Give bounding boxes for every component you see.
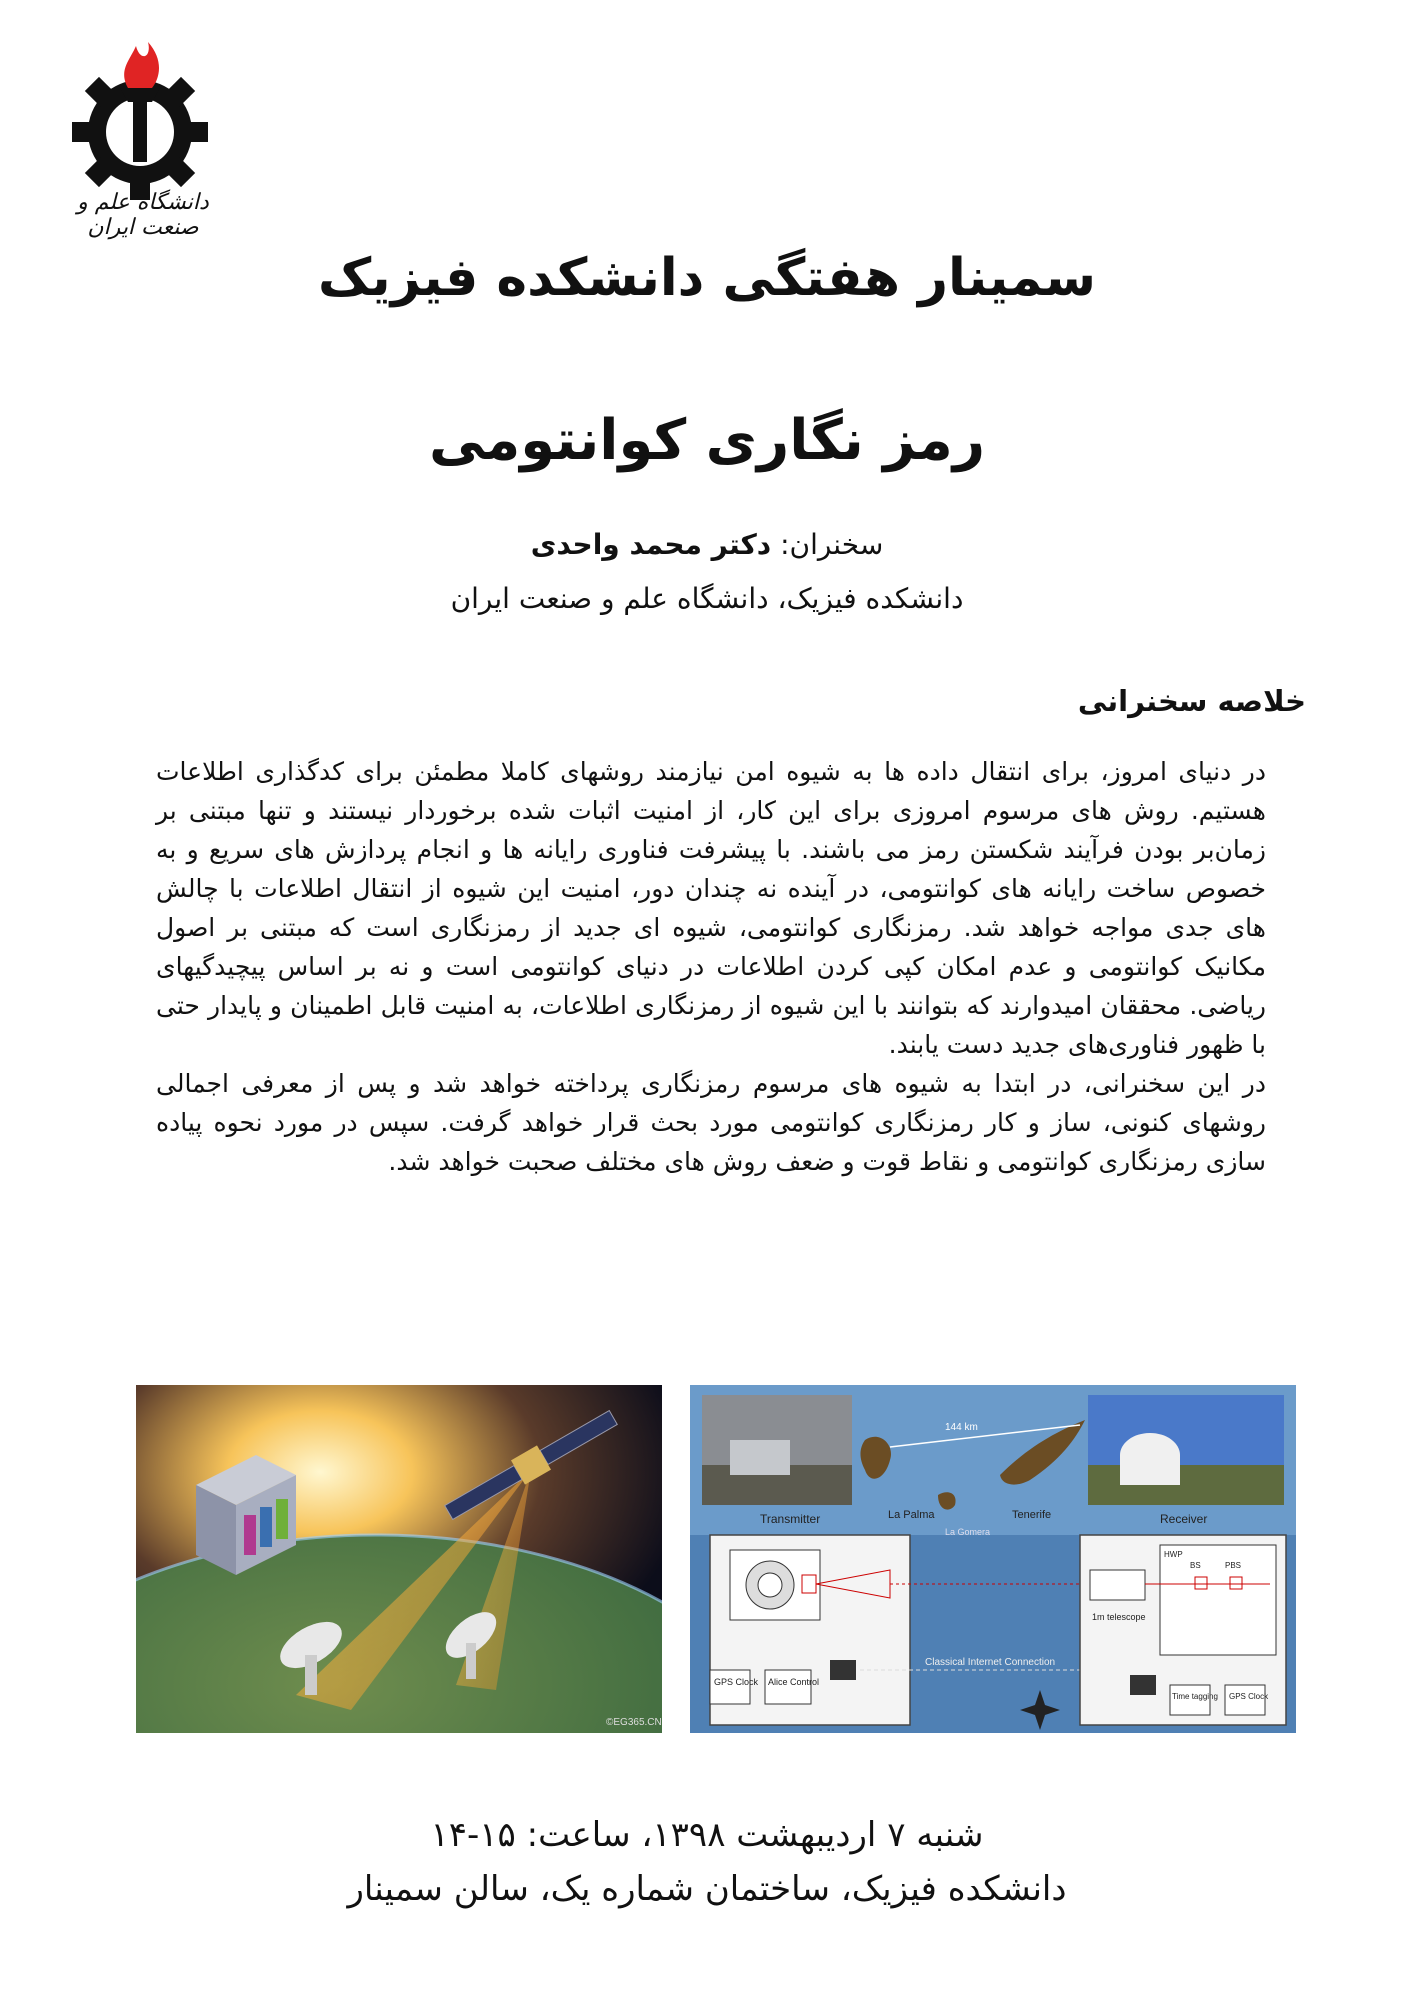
event-location: دانشکده فیزیک، ساختمان شماره یک، سالن سمینار	[347, 1869, 1067, 1909]
canary-islands-qkd-diagram	[690, 1385, 1296, 1733]
distance-label: 144 km	[945, 1422, 978, 1433]
logo-caption: دانشگاه علم و صنعت ایران	[77, 190, 209, 240]
pbs-label: PBS	[1225, 1561, 1242, 1570]
alice-label: Alice Control	[768, 1677, 820, 1687]
connection-label: Classical Internet Connection	[925, 1657, 1056, 1668]
bs-label: BS	[1190, 1561, 1201, 1570]
event-date-time: شنبه ۷ اردیبهشت ۱۳۹۸، ساعت: ۱۵-۱۴	[430, 1815, 984, 1855]
hwp-label: HWP	[1164, 1550, 1183, 1559]
satellite-quantum-link-image	[136, 1385, 662, 1733]
abstract-heading: خلاصه سخنرانی	[1077, 684, 1306, 718]
timetag-label: Time tagging	[1172, 1692, 1218, 1701]
speaker-affiliation: دانشکده فیزیک، دانشگاه علم و صنعت ایران	[450, 582, 964, 615]
gear-torch-logo-icon	[48, 40, 238, 200]
talk-title: رمز نگاری کوانتومی	[428, 408, 986, 473]
telescope-label: 1m telescope	[1092, 1612, 1146, 1622]
transmitter-label: Transmitter	[760, 1512, 821, 1526]
speaker-name: دکتر محمد واحدی	[530, 528, 772, 561]
island-label: Tenerife	[1012, 1509, 1052, 1521]
gps-label: GPS Clock	[1229, 1692, 1269, 1701]
seminar-title: سمینار هفتگی دانشکده فیزیک	[317, 248, 1097, 308]
island-label: La Palma	[888, 1509, 935, 1521]
abstract-paragraph: در دنیای امروز، برای انتقال داده ها به شیوه امن نیازمند روشهای کاملا مطمئن برای کدگذاری اطلاعات هستیم. روش های مرسوم امروزی برای این کار، از امنیت اثبات شده برخوردار نیستند و تنها مبتنی بر زمان‌بر بودن فرآیند شکستن رمز می باشند. با پیشرفت فناوری رایانه ها و انجام پردازش های سریع و به خصوص ساخت رایانه های کوانتومی، در آینده نه چندان دور، امنیت این شیوه از انتقال اطلاعات با چالش های جدی مواجه خواهد شد. رمزنگاری کوانتومی، شیوه ای جدید از رمزنگاری است که مبتنی بر اصول مکانیک کوانتومی و عدم امکان کپی کردن اطلاعات در دنیای کوانتومی است و نه بر اساس پیچیدگیهای ریاضی. محققان امیدوارند که بتوانند با این شیوه از رمزنگاری اطلاعات، به امنیت قابل اطمینان و پایدار حتی با ظهور فناوری‌های جدید دست یابند.	[156, 757, 1266, 1059]
abstract-body	[156, 752, 1266, 1181]
island-label: La Gomera	[945, 1527, 991, 1537]
abstract-paragraph: در این سخنرانی، در ابتدا به شیوه های مرسوم رمزنگاری پرداخته خواهد شد و پس از معرفی اجمالی روشهای کنونی، ساز و کار رمزنگاری کوانتومی مورد بحث قرار خواهد گرفت. سپس در مورد نحوه پیاده سازی رمزنگاری کوانتومی و نقاط قوت و ضعف روش های مختلف صحبت خواهد شد.	[156, 1069, 1266, 1176]
receiver-label: Receiver	[1160, 1512, 1208, 1526]
speaker-line	[0, 528, 1414, 561]
speaker-label: سخنران:	[780, 528, 884, 561]
gps-label: GPS Clock	[714, 1677, 759, 1687]
image-credit: ©EG365.CN	[606, 1717, 662, 1728]
